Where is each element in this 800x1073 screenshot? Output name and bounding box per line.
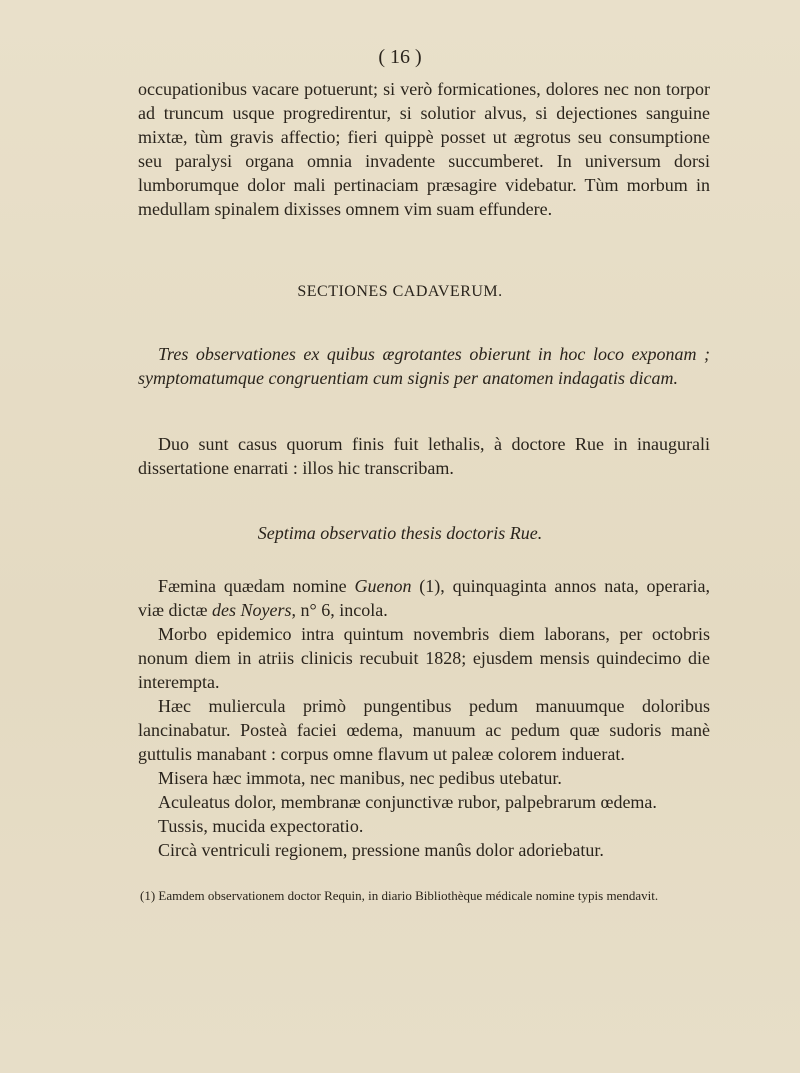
street-name: des Noyers — [212, 600, 292, 620]
section-heading: SECTIONES CADAVERUM. — [297, 283, 503, 300]
opening-paragraph: occupationibus vacare potuerunt; si verò formicationes, dolores nec non torpor ad truncum usque progredirentur, si solutior alvus, si dejectiones sanguine mixtæ, tùm gravis affectio; fieri quippè posset ut ægrotus seu consumptione seu paralysi organa omnia invadente succumberet. In universum dorsi lumborumque dolor mali pertinaciam præsagire videbatur. Tùm morbum in medullam spinalem dixisses omnem vim suam effundere. — [138, 79, 710, 219]
case-text: , n° 6, incola. — [291, 600, 388, 620]
case-text: (1), quinquaginta annos nata, operaria, viæ dictæ — [138, 576, 710, 620]
case-paragraph-4: Misera hæc immota, nec manibus, nec pedibus utebatur. — [158, 768, 562, 788]
intro-italic-paragraph: Tres observationes ex quibus ægrotantes obierunt in hoc loco exponam ; symptomatumque congruentiam cum signis per anatomen indagatis dicam. — [138, 344, 710, 388]
case-paragraph-3: Hæc muliercula primò pungentibus pedum manuumque doloribus lancinabatur. Posteà faciei œdema, manuum ac pedum quæ sudoris manè guttulis manabant : corpus omne flavum ut paleæ colorem induerat. — [138, 696, 710, 764]
case-paragraph-2: Morbo epidemico intra quintum novembris diem laborans, per octobris nonum diem in atriis clinicis recubuit 1828; ejusdem mensis quindecimo die interempta. — [138, 624, 710, 692]
case-paragraph-1 — [138, 574, 710, 622]
observation-subheading: Septima observatio thesis doctoris Rue. — [257, 523, 543, 543]
intro-block — [138, 342, 710, 390]
case-paragraph-6: Tussis, mucida expectoratio. — [158, 816, 364, 836]
case-paragraph-5: Aculeatus dolor, membranæ conjunctivæ rubor, palpebrarum œdema. — [158, 792, 657, 812]
case-text: Fæmina quædam nomine — [158, 576, 355, 596]
footnote: (1) Eamdem observationem doctor Requin, in diario Bibliothèque médicale nomine typis mendavit. — [140, 888, 659, 903]
transcription-paragraph: Duo sunt casus quorum finis fuit lethalis, à doctore Rue in inaugurali dissertatione enarrati : illos hic transcribam. — [138, 434, 710, 478]
case-paragraph-7: Circà ventriculi regionem, pressione manûs dolor adoriebatur. — [158, 840, 604, 860]
patient-name: Guenon — [354, 576, 412, 596]
page-number: ( 16 ) — [378, 46, 422, 68]
case-description — [138, 574, 710, 862]
opening-paragraph-block — [138, 77, 710, 221]
transcription-block — [138, 432, 710, 480]
